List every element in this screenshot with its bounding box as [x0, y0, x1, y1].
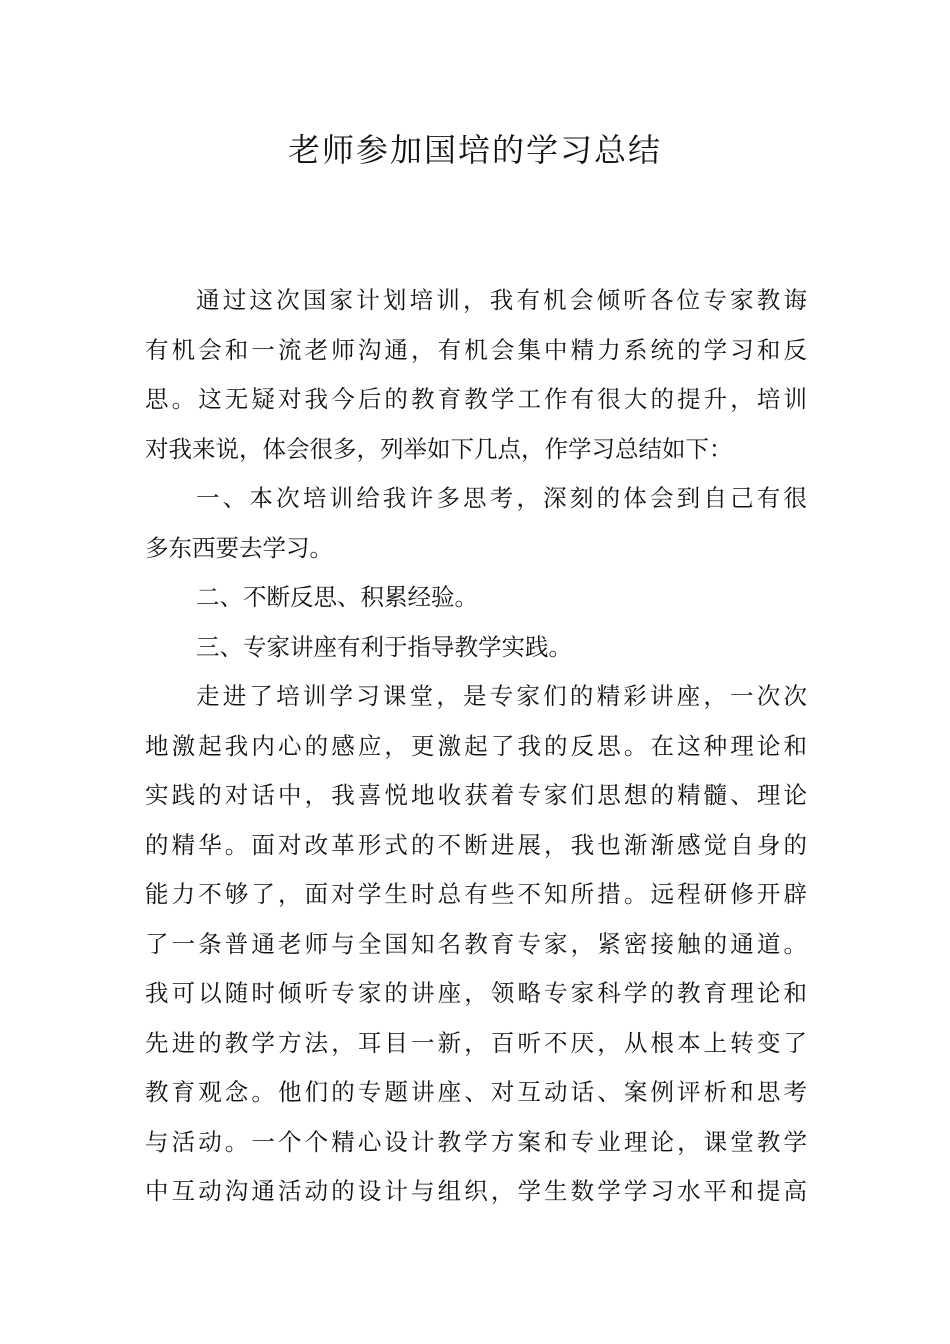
body-text-line: 多东西要去学习。 — [145, 533, 333, 562]
body-text-line: 走进了培训学习课堂，是专家们的精彩讲座，一次次 — [196, 682, 807, 710]
body-text-line: 思。这无疑对我今后的教育教学工作有很大的提升，培训 — [145, 385, 807, 413]
body-text-line: 教育观念。他们的专题讲座、对互动话、案例评析和思考 — [145, 1078, 807, 1106]
body-text-line: 我可以随时倾听专家的讲座，领略专家科学的教育理论和 — [145, 979, 807, 1007]
body-text-line: 三、专家讲座有利于指导教学实践。 — [196, 632, 572, 661]
body-text-line: 地激起我内心的感应，更激起了我的反思。在这种理论和 — [145, 731, 807, 760]
document-title: 老师参加国培的学习总结 — [287, 131, 662, 169]
body-text-line: 中互动沟通活动的设计与组织，学生数学学习水平和提高 — [145, 1177, 807, 1205]
body-text-line: 二、不断反思、积累经验。 — [196, 583, 478, 611]
body-text-line: 能力不够了，面对学生时总有些不知所措。远程研修开辟 — [145, 880, 807, 908]
document-body — [145, 276, 807, 1217]
body-text-line: 实践的对话中，我喜悦地收获着专家们思想的精髓、理论 — [145, 781, 807, 809]
body-text-line: 通过这次国家计划培训，我有机会倾听各位专家教诲 — [196, 286, 807, 314]
body-text-line: 与活动。一个个精心设计教学方案和专业理论，课堂教学 — [145, 1127, 807, 1156]
body-text-line: 的精华。面对改革形式的不断进展，我也渐渐感觉自身的 — [145, 830, 807, 859]
body-text-line: 一、本次培训给我许多思考，深刻的体会到自己有很 — [196, 484, 807, 512]
body-text-line: 先进的教学方法，耳目一新，百听不厌，从根本上转变了 — [145, 1028, 807, 1057]
body-text-line: 有机会和一流老师沟通，有机会集中精力系统的学习和反 — [145, 335, 807, 364]
body-text-line: 了一条普通老师与全国知名教育专家，紧密接触的通道。 — [145, 929, 807, 958]
body-text-line: 对我来说，体会很多，列举如下几点，作学习总结如下： — [145, 434, 733, 463]
